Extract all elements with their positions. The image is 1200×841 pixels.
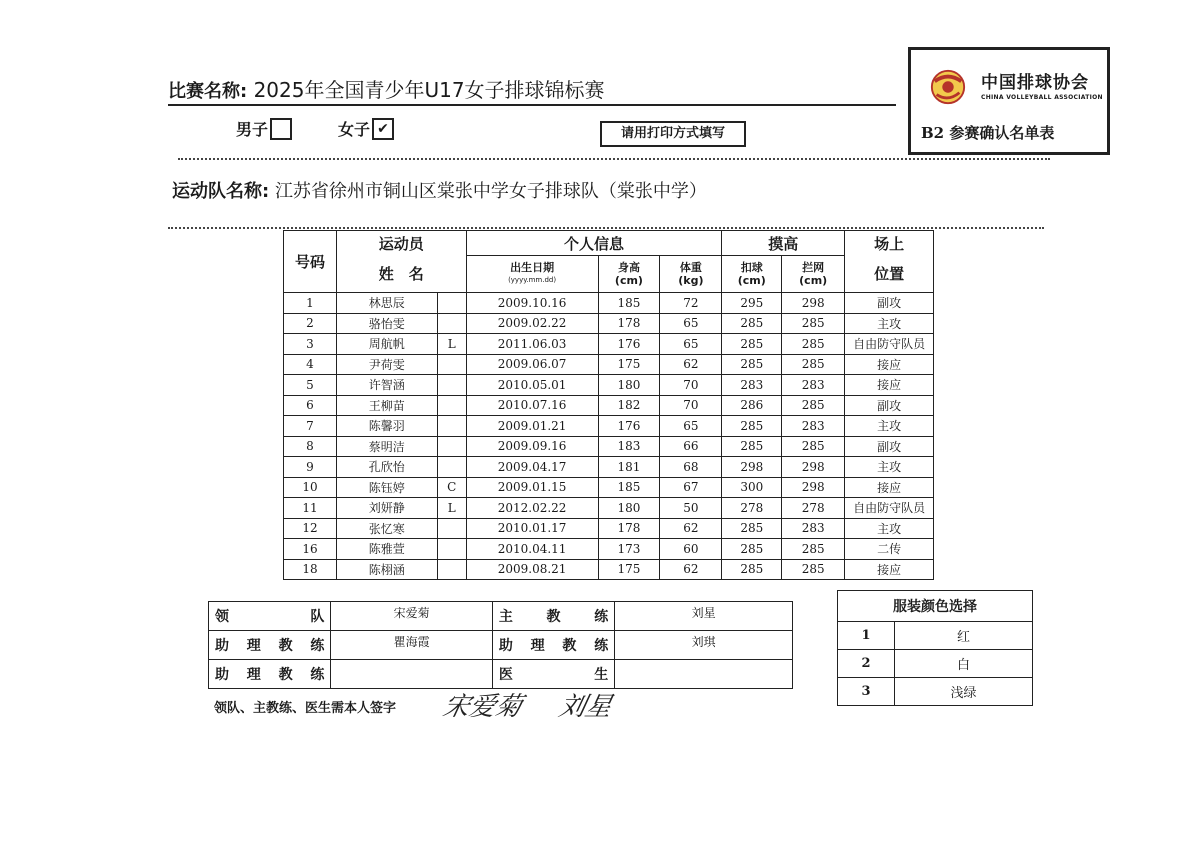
player-number: 1 bbox=[284, 293, 337, 314]
header-height-label: 身高 bbox=[617, 261, 640, 274]
female-checkbox[interactable]: ✔ bbox=[372, 118, 394, 140]
player-height: 181 bbox=[598, 457, 660, 478]
player-mark bbox=[437, 293, 466, 314]
player-block-reach: 298 bbox=[782, 457, 845, 478]
player-block-reach: 285 bbox=[782, 313, 845, 334]
player-birth-date: 2009.04.17 bbox=[466, 457, 598, 478]
label-char: 队 bbox=[310, 609, 325, 625]
player-mark: C bbox=[437, 477, 466, 498]
header-block bbox=[782, 256, 845, 293]
header-weight-label: 体重 bbox=[679, 261, 702, 274]
header-position: 场上 bbox=[845, 231, 934, 256]
doctor-value bbox=[615, 660, 793, 689]
label-char: 助 bbox=[498, 638, 513, 654]
player-spike-reach: 285 bbox=[722, 436, 782, 457]
player-mark bbox=[437, 539, 466, 560]
label-char: 练 bbox=[310, 667, 325, 683]
player-weight: 70 bbox=[660, 375, 722, 396]
player-weight: 65 bbox=[660, 334, 722, 355]
assistant-coach-2-label bbox=[492, 631, 614, 660]
player-mark bbox=[437, 354, 466, 375]
divider-top bbox=[178, 158, 1050, 160]
team-label: 运动队名称: bbox=[172, 181, 270, 202]
label-char: 教 bbox=[278, 667, 293, 683]
label-char: 领 bbox=[215, 609, 229, 625]
player-position: 自由防守队员 bbox=[845, 498, 934, 519]
player-number: 7 bbox=[284, 416, 337, 437]
player-mark: L bbox=[437, 498, 466, 519]
player-height: 185 bbox=[598, 477, 660, 498]
label-char: 教 bbox=[562, 638, 577, 654]
uniform-color: 红 bbox=[895, 622, 1033, 650]
player-birth-date: 2010.05.01 bbox=[466, 375, 598, 396]
signature-note: 领队、主教练、医生需本人签字 bbox=[214, 701, 397, 716]
player-spike-reach: 295 bbox=[722, 293, 782, 314]
table-row bbox=[284, 539, 934, 560]
player-spike-reach: 285 bbox=[722, 354, 782, 375]
uniform-color-table bbox=[837, 590, 1033, 706]
label-char: 理 bbox=[530, 638, 545, 654]
table-row bbox=[284, 436, 934, 457]
female-option[interactable] bbox=[338, 117, 394, 140]
head-coach-value: 刘星 bbox=[615, 602, 793, 631]
player-position: 主攻 bbox=[845, 518, 934, 539]
player-name: 林思辰 bbox=[336, 293, 437, 314]
player-block-reach: 285 bbox=[782, 354, 845, 375]
header-name: 姓 名 bbox=[336, 256, 466, 293]
player-block-reach: 285 bbox=[782, 334, 845, 355]
player-weight: 70 bbox=[660, 395, 722, 416]
table-row bbox=[284, 416, 934, 437]
player-weight: 68 bbox=[660, 457, 722, 478]
header-position-2: 位置 bbox=[845, 256, 934, 293]
player-name: 张忆寒 bbox=[336, 518, 437, 539]
competition-line bbox=[168, 74, 605, 103]
assistant-coach-3-value bbox=[331, 660, 492, 689]
player-number: 11 bbox=[284, 498, 337, 519]
player-number: 12 bbox=[284, 518, 337, 539]
header-height bbox=[598, 256, 660, 293]
player-number: 2 bbox=[284, 313, 337, 334]
player-weight: 50 bbox=[660, 498, 722, 519]
player-mark bbox=[437, 436, 466, 457]
player-birth-date: 2009.01.21 bbox=[466, 416, 598, 437]
player-spike-reach: 285 bbox=[722, 313, 782, 334]
player-weight: 72 bbox=[660, 293, 722, 314]
player-birth-date: 2009.02.22 bbox=[466, 313, 598, 334]
player-birth-date: 2009.10.16 bbox=[466, 293, 598, 314]
player-spike-reach: 300 bbox=[722, 477, 782, 498]
player-spike-reach: 285 bbox=[722, 334, 782, 355]
header-athlete: 运动员 bbox=[336, 231, 466, 256]
player-position: 主攻 bbox=[845, 313, 934, 334]
table-row bbox=[284, 313, 934, 334]
player-birth-date: 2010.01.17 bbox=[466, 518, 598, 539]
player-birth-date: 2010.04.11 bbox=[466, 539, 598, 560]
uniform-number: 2 bbox=[838, 650, 895, 678]
table-row bbox=[284, 354, 934, 375]
player-block-reach: 283 bbox=[782, 375, 845, 396]
header-birth bbox=[466, 256, 598, 293]
player-number: 10 bbox=[284, 477, 337, 498]
uniform-color: 浅绿 bbox=[895, 678, 1033, 706]
table-row bbox=[284, 498, 934, 519]
team-line bbox=[172, 177, 707, 203]
doctor-label-chars bbox=[499, 664, 608, 684]
player-birth-date: 2009.08.21 bbox=[466, 559, 598, 580]
player-name: 蔡明洁 bbox=[336, 436, 437, 457]
header-birth-format: (yyyy.mm.dd) bbox=[508, 276, 557, 284]
label-char: 教 bbox=[278, 638, 293, 654]
player-mark bbox=[437, 518, 466, 539]
player-height: 176 bbox=[598, 334, 660, 355]
player-name: 陈栩涵 bbox=[336, 559, 437, 580]
label-char: 生 bbox=[594, 667, 609, 683]
header-spike-label: 扣球 bbox=[740, 261, 763, 274]
player-number: 9 bbox=[284, 457, 337, 478]
player-weight: 62 bbox=[660, 559, 722, 580]
player-weight: 60 bbox=[660, 539, 722, 560]
assistant-coach-2-value: 刘琪 bbox=[615, 631, 793, 660]
player-spike-reach: 283 bbox=[722, 375, 782, 396]
player-block-reach: 283 bbox=[782, 518, 845, 539]
player-mark bbox=[437, 559, 466, 580]
player-birth-date: 2010.07.16 bbox=[466, 395, 598, 416]
label-char: 主 bbox=[498, 609, 513, 625]
competition-label: 比赛名称: bbox=[168, 81, 248, 102]
player-height: 180 bbox=[598, 375, 660, 396]
table-row bbox=[284, 375, 934, 396]
table-row bbox=[284, 334, 934, 355]
player-block-reach: 278 bbox=[782, 498, 845, 519]
header-block-unit: (cm) bbox=[799, 274, 828, 287]
divider-bottom bbox=[168, 227, 1044, 229]
table-row bbox=[284, 395, 934, 416]
player-spike-reach: 278 bbox=[722, 498, 782, 519]
roster-body bbox=[284, 293, 934, 580]
player-birth-date: 2011.06.03 bbox=[466, 334, 598, 355]
player-height: 182 bbox=[598, 395, 660, 416]
player-height: 178 bbox=[598, 313, 660, 334]
player-position: 主攻 bbox=[845, 416, 934, 437]
player-position: 主攻 bbox=[845, 457, 934, 478]
player-name: 周航帆 bbox=[336, 334, 437, 355]
label-char: 理 bbox=[246, 638, 261, 654]
table-row bbox=[284, 457, 934, 478]
player-height: 180 bbox=[598, 498, 660, 519]
player-block-reach: 285 bbox=[782, 395, 845, 416]
player-number: 6 bbox=[284, 395, 337, 416]
header-weight bbox=[660, 256, 722, 293]
label-char: 理 bbox=[246, 667, 261, 683]
player-name: 陈钰婷 bbox=[336, 477, 437, 498]
header-block-label: 拦网 bbox=[802, 261, 825, 274]
player-number: 8 bbox=[284, 436, 337, 457]
player-weight: 62 bbox=[660, 354, 722, 375]
male-option[interactable] bbox=[236, 117, 292, 140]
player-number: 18 bbox=[284, 559, 337, 580]
male-checkbox[interactable] bbox=[270, 118, 292, 140]
player-number: 5 bbox=[284, 375, 337, 396]
head-coach-label bbox=[492, 602, 614, 631]
player-number: 16 bbox=[284, 539, 337, 560]
player-height: 176 bbox=[598, 416, 660, 437]
association-logo-box bbox=[908, 47, 1110, 155]
print-instruction: 请用打印方式填写 bbox=[600, 121, 746, 147]
player-height: 185 bbox=[598, 293, 660, 314]
assistant-coach-3-label-chars bbox=[215, 664, 324, 684]
player-position: 自由防守队员 bbox=[845, 334, 934, 355]
player-mark bbox=[437, 416, 466, 437]
player-position: 接应 bbox=[845, 354, 934, 375]
assistant-coach-1-label bbox=[209, 631, 331, 660]
player-height: 173 bbox=[598, 539, 660, 560]
team-name: 江苏省徐州市铜山区棠张中学女子排球队（棠张中学） bbox=[274, 181, 707, 202]
roster-table bbox=[283, 230, 934, 580]
player-name: 陈馨羽 bbox=[336, 416, 437, 437]
player-spike-reach: 285 bbox=[722, 518, 782, 539]
assistant-coach-3-label bbox=[209, 660, 331, 689]
player-mark bbox=[437, 395, 466, 416]
player-mark: L bbox=[437, 334, 466, 355]
player-position: 接应 bbox=[845, 559, 934, 580]
header-spike-unit: (cm) bbox=[737, 274, 766, 287]
header-number: 号码 bbox=[284, 231, 337, 293]
label-char: 练 bbox=[310, 638, 325, 654]
player-height: 175 bbox=[598, 354, 660, 375]
player-height: 183 bbox=[598, 436, 660, 457]
staff-table bbox=[208, 601, 793, 689]
leader-label-chars bbox=[215, 606, 324, 626]
competition-underline bbox=[168, 104, 896, 106]
header-height-unit: (cm) bbox=[614, 274, 643, 287]
form-title: B2 参赛确认名单表 bbox=[921, 124, 1055, 142]
header-reach: 摸高 bbox=[722, 231, 845, 256]
player-weight: 67 bbox=[660, 477, 722, 498]
leader-label bbox=[209, 602, 331, 631]
player-position: 二传 bbox=[845, 539, 934, 560]
label-char: 助 bbox=[215, 638, 229, 654]
player-number: 4 bbox=[284, 354, 337, 375]
table-row bbox=[284, 293, 934, 314]
player-name: 陈雅萱 bbox=[336, 539, 437, 560]
player-spike-reach: 285 bbox=[722, 416, 782, 437]
female-label: 女子 bbox=[338, 120, 371, 139]
signature-head-coach: 刘星 bbox=[556, 692, 615, 722]
player-birth-date: 2009.01.15 bbox=[466, 477, 598, 498]
label-char: 医 bbox=[498, 667, 513, 683]
signature-leader: 宋爱菊 bbox=[440, 692, 525, 722]
player-name: 刘妍静 bbox=[336, 498, 437, 519]
player-name: 尹荷雯 bbox=[336, 354, 437, 375]
competition-name: 2025年全国青少年U17女子排球锦标赛 bbox=[253, 78, 605, 102]
player-position: 副攻 bbox=[845, 395, 934, 416]
header-spike bbox=[722, 256, 782, 293]
player-birth-date: 2009.06.07 bbox=[466, 354, 598, 375]
association-name-cn: 中国排球协会 bbox=[981, 73, 1089, 93]
player-weight: 62 bbox=[660, 518, 722, 539]
player-block-reach: 283 bbox=[782, 416, 845, 437]
player-weight: 65 bbox=[660, 416, 722, 437]
player-number: 3 bbox=[284, 334, 337, 355]
player-block-reach: 298 bbox=[782, 293, 845, 314]
label-char: 助 bbox=[215, 667, 229, 683]
player-block-reach: 285 bbox=[782, 559, 845, 580]
player-position: 接应 bbox=[845, 375, 934, 396]
head-coach-label-chars bbox=[499, 606, 608, 626]
uniform-title: 服装颜色选择 bbox=[838, 591, 1033, 622]
player-name: 骆怡雯 bbox=[336, 313, 437, 334]
player-spike-reach: 298 bbox=[722, 457, 782, 478]
assistant-coach-1-label-chars bbox=[215, 635, 324, 655]
player-mark bbox=[437, 313, 466, 334]
player-mark bbox=[437, 457, 466, 478]
player-block-reach: 285 bbox=[782, 436, 845, 457]
label-char: 练 bbox=[594, 609, 609, 625]
player-name: 王柳苗 bbox=[336, 395, 437, 416]
uniform-number: 1 bbox=[838, 622, 895, 650]
player-position: 接应 bbox=[845, 477, 934, 498]
header-weight-unit: (kg) bbox=[678, 274, 704, 287]
player-spike-reach: 286 bbox=[722, 395, 782, 416]
label-char: 教 bbox=[546, 609, 561, 625]
player-spike-reach: 285 bbox=[722, 539, 782, 560]
header-personal-info: 个人信息 bbox=[466, 231, 722, 256]
player-spike-reach: 285 bbox=[722, 559, 782, 580]
player-height: 178 bbox=[598, 518, 660, 539]
label-char: 练 bbox=[594, 638, 609, 654]
association-name-en: CHINA VOLLEYBALL ASSOCIATION bbox=[981, 94, 1103, 101]
leader-value: 宋爱菊 bbox=[331, 602, 492, 631]
player-position: 副攻 bbox=[845, 436, 934, 457]
player-birth-date: 2009.09.16 bbox=[466, 436, 598, 457]
player-name: 许智涵 bbox=[336, 375, 437, 396]
male-label: 男子 bbox=[236, 120, 269, 139]
player-block-reach: 298 bbox=[782, 477, 845, 498]
player-birth-date: 2012.02.22 bbox=[466, 498, 598, 519]
uniform-number: 3 bbox=[838, 678, 895, 706]
uniform-color: 白 bbox=[895, 650, 1033, 678]
doctor-label bbox=[492, 660, 614, 689]
player-position: 副攻 bbox=[845, 293, 934, 314]
table-row bbox=[284, 518, 934, 539]
table-row bbox=[284, 477, 934, 498]
player-weight: 65 bbox=[660, 313, 722, 334]
player-block-reach: 285 bbox=[782, 539, 845, 560]
player-name: 孔欣怡 bbox=[336, 457, 437, 478]
player-mark bbox=[437, 375, 466, 396]
table-row bbox=[284, 559, 934, 580]
player-weight: 66 bbox=[660, 436, 722, 457]
player-height: 175 bbox=[598, 559, 660, 580]
volleyball-logo-icon bbox=[929, 68, 967, 106]
header-birth-label: 出生日期 bbox=[510, 261, 555, 274]
assistant-coach-1-value: 瞿海霞 bbox=[331, 631, 492, 660]
assistant-coach-2-label-chars bbox=[499, 635, 608, 655]
